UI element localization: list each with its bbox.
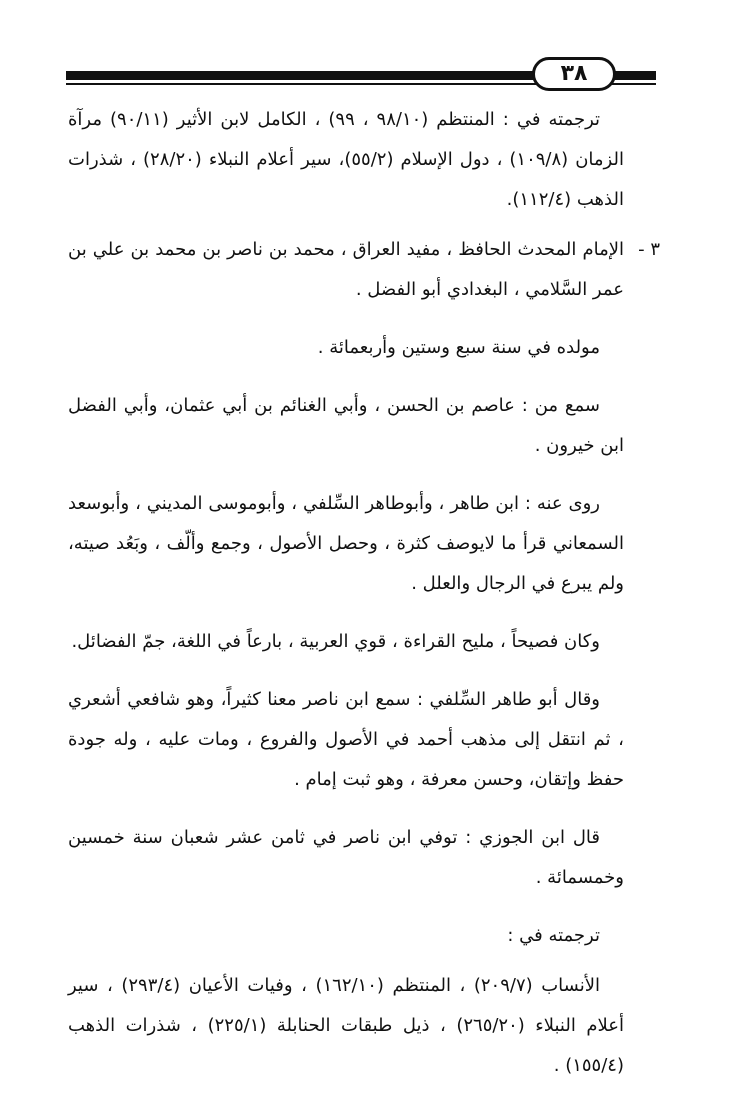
paragraph-entry-name: الإمام المحدث الحافظ ، مفيد العراق ، محمد بن ناصر بن محمد بن علي بن عمر السَّلامي ، البغدادي أبو الفضل . [68, 239, 624, 300]
paragraph-biography-sources-1: ترجمته في : المنتظم (٩٨/١٠ ، ٩٩) ، الكامل لابن الأثير (٩٠/١١) مرآة الزمان (١٠٩/٨) ، دول الإسلام (٥٥/٢)، سير أعلام النبلاء (٢٨/٢٠) ، شذرات الذهب (١١٢/٤). [68, 109, 624, 210]
paragraph-teachers: سمع من : عاصم بن الحسن ، وأبي الغنائم بن أبي عثمان، وأبي الفضل ابن خيرون . [68, 395, 624, 456]
entry-3 [68, 230, 660, 310]
paragraph-sources-heading: ترجمته في : [507, 925, 600, 946]
page-number-badge [532, 57, 616, 91]
paragraph-death: قال ابن الجوزي : توفي ابن ناصر في ثامن عشر شعبان سنة خمسين وخمسمائة . [68, 827, 624, 888]
paragraph-students: روى عنه : ابن طاهر ، وأبوطاهر السِّلفي ، وأبوموسى المديني ، وأبوسعد السمعاني قرأ ما لايوصف كثرة ، وحصل الأصول ، وجمع وألّف ، وبَعُد صيته، ولم يبرع في الرجال والعلل . [68, 493, 624, 594]
paragraph-qualities: وكان فصيحاً ، مليح القراءة ، قوي العربية ، بارعاً في اللغة، جمّ الفضائل. [71, 631, 600, 652]
page-header [66, 55, 656, 95]
page-body [68, 100, 660, 1104]
paragraph-birth: مولده في سنة سبع وستين وأربعمائة . [317, 337, 600, 358]
paragraph-silafi-quote: وقال أبو طاهر السِّلفي : سمع ابن ناصر معنا كثيراً، وهو شافعي أشعري ، ثم انتقل إلى مذهب أحمد في الأصول والفروع ، ومات عليه ، وله جودة حفظ وإتقان، وحسن معرفة ، وهو ثبت إمام . [68, 689, 624, 790]
paragraph-biography-sources-2: الأنساب (٢٠٩/٧) ، المنتظم (١٦٢/١٠) ، وفيات الأعيان (٢٩٣/٤) ، سير أعلام النبلاء (٢٦٥/٢٠) ، ذيل طبقات الحنابلة (٢٢٥/١) ، شذرات الذهب (١٥٥/٤) . [68, 975, 624, 1076]
page-number: ٣٨ [560, 61, 588, 86]
entry-number: ٣ - [638, 239, 660, 260]
